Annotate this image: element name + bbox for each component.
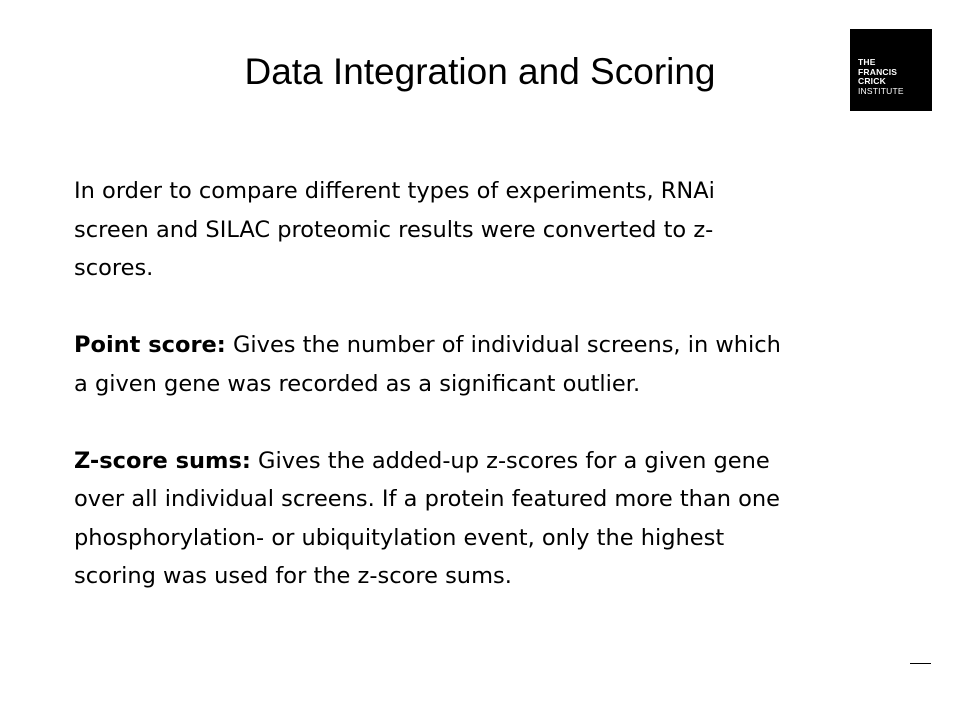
zscore-sums-paragraph	[74, 442, 914, 596]
paragraph-spacer	[74, 288, 914, 327]
footer-divider	[910, 663, 931, 664]
zscore-sums-line	[74, 442, 914, 481]
intro-line: screen and SILAC proteomic results were converted to z-	[74, 216, 714, 243]
zscore-sums-line: phosphorylation- or ubiquitylation event, only the highest	[74, 524, 725, 551]
logo-line-the: THE	[858, 57, 876, 67]
slide-body	[74, 172, 914, 596]
point-score-label: Point score:	[74, 332, 226, 358]
logo-line-francis: FRANCIS	[858, 66, 898, 77]
francis-crick-institute-logo	[850, 29, 932, 111]
intro-line: scores.	[74, 255, 154, 281]
point-score-paragraph	[74, 326, 914, 403]
zscore-sums-label: Z-score sums:	[74, 447, 251, 474]
point-score-line: a given gene was recorded as a significant outlier.	[74, 370, 641, 397]
zscore-sums-line: over all individual screens. If a protein featured more than one	[74, 486, 780, 512]
paragraph-spacer	[74, 403, 914, 442]
point-score-text: Gives the number of individual screens, in which	[225, 332, 781, 358]
logo-line-institute: INSTITUTE	[858, 85, 904, 96]
zscore-sums-line: scoring was used for the z-score sums.	[74, 563, 512, 589]
logo-wordmark	[858, 58, 904, 96]
intro-paragraph	[74, 172, 914, 288]
point-score-line	[74, 326, 914, 365]
logo-line-crick: CRICK	[858, 76, 886, 86]
intro-line: In order to compare different types of experiments, RNAi	[74, 178, 715, 204]
slide-title: Data Integration and Scoring	[244, 51, 716, 92]
zscore-sums-text: Gives the added-up z-scores for a given gene	[250, 447, 770, 474]
